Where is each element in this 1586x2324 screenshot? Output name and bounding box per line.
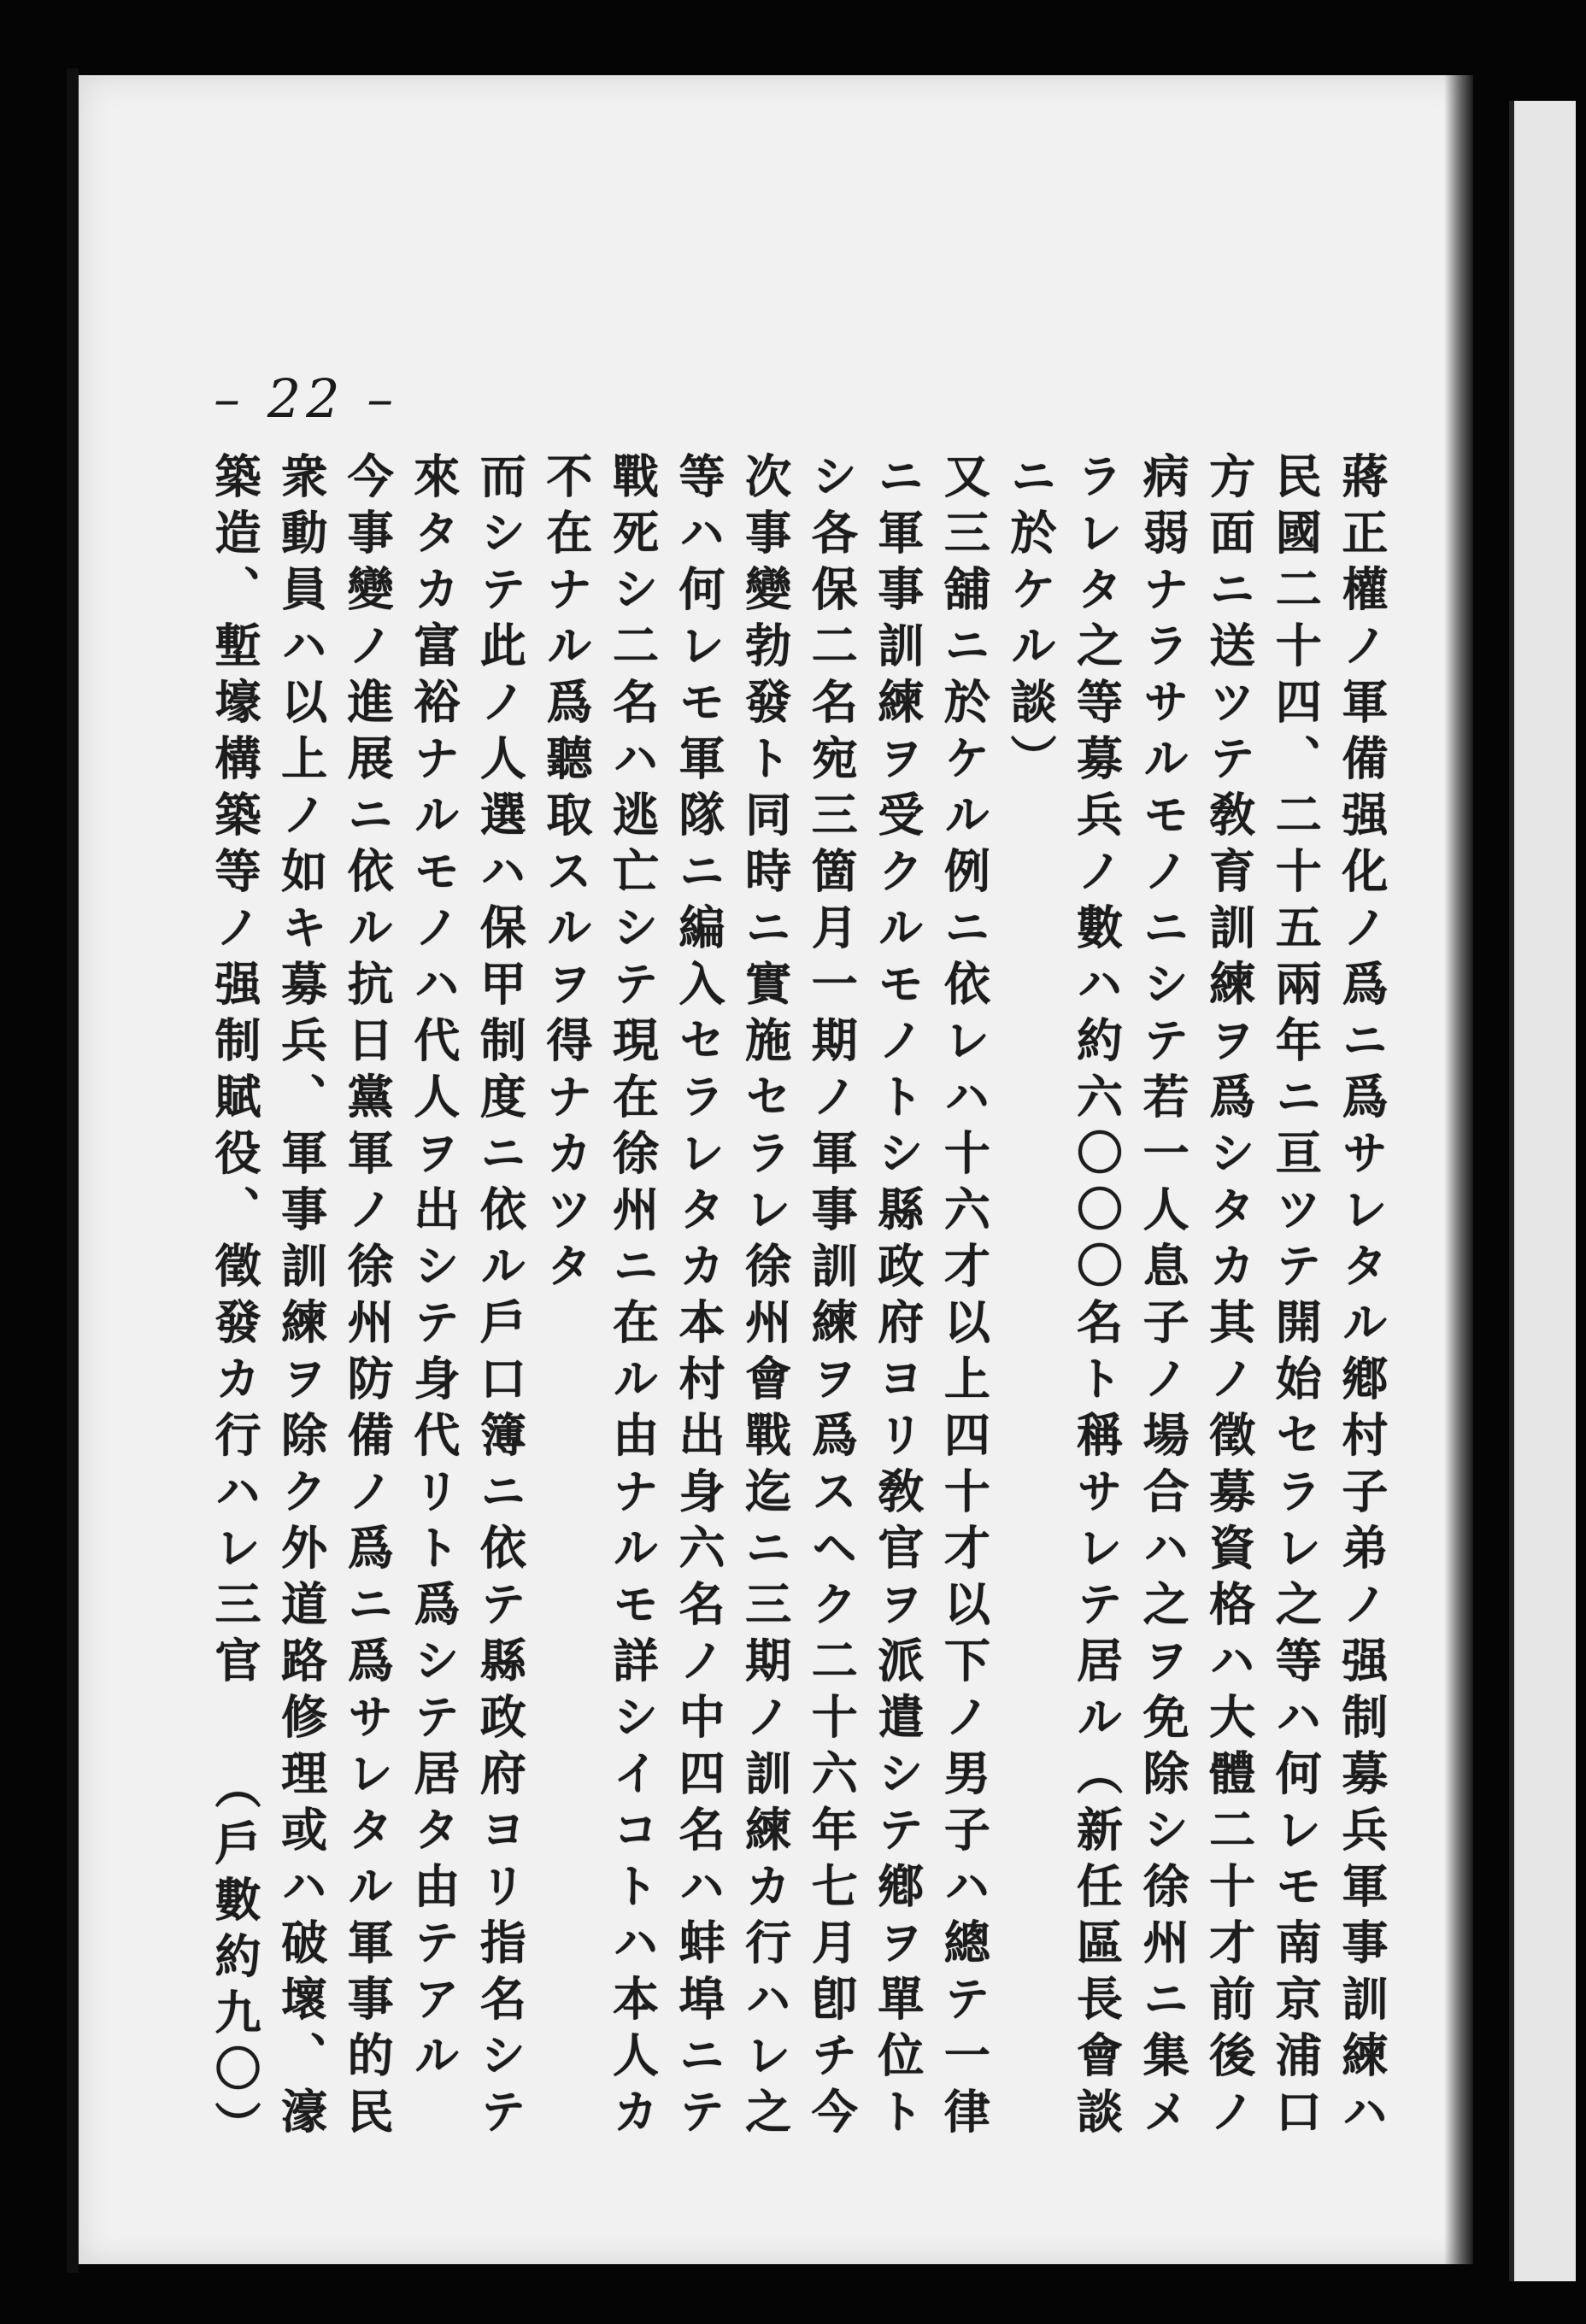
text-column-7: 又三舖ニ於ケル例ニ依レハ十六才以上四十才以下ノ男子ハ總テ一律 <box>937 452 992 2144</box>
household-count-note: （戶數約九〇） <box>208 1763 262 2157</box>
text-column-3: 方面ニ送ツテ敎育訓練ヲ爲シタカ其ノ徵募資格ハ大體二十才前後ノ <box>1201 452 1257 2144</box>
text-column-1: 蔣正權ノ軍備强化ノ爲ニ爲サレタル鄕村子弟ノ强制募兵軍事訓練ハ <box>1334 452 1389 2144</box>
page-number: – 22 – <box>214 367 399 430</box>
text-column-8: ニ軍事訓練ヲ受クルモノトシ縣政府ヨリ敎官ヲ派遣シテ鄕ヲ單位ト <box>870 452 925 2144</box>
text-column-16: 今事變ノ進展ニ依ル抗日黨軍ノ徐州防備ノ爲ニ爲サレタル軍事的民 <box>340 452 396 2144</box>
text-column-10: 次事變勃發ト同時ニ實施セラレ徐州會戰迄ニ三期ノ訓練カ行ハレ之 <box>737 452 793 2144</box>
text-column-4: 病弱ナラサルモノニシテ若一人息子ノ場合ハ之ヲ免除シ徐州ニ集メ <box>1136 452 1191 2144</box>
vertical-text-body <box>209 452 1388 2157</box>
text-column-18-wrapper <box>209 452 261 2157</box>
binding-gutter <box>67 68 79 2273</box>
text-column-17: 衆動員ハ以上ノ如キ募兵、軍事訓練ヲ除ク外道路修理或ハ破壞、濠 <box>273 452 329 2144</box>
facing-page-edge <box>1509 101 1576 2281</box>
text-column-9: シ各保二名宛三箇月一期ノ軍事訓練ヲ爲スヘク二十六年七月卽チ今 <box>804 452 860 2144</box>
text-column-6: ニ於ケル談） <box>1002 452 1058 790</box>
text-column-18: 築造、塹壕構築等ノ强制賦役、徵發カ行ハレ三官 <box>208 452 262 1693</box>
page-edge-shadow <box>1444 75 1473 2264</box>
text-column-15: 來タカ富裕ナルモノハ代人ヲ出シテ身代リト爲シテ居タ由テアル <box>406 452 461 2087</box>
text-column-11: 等ハ何レモ軍隊ニ編入セラレタカ本村出身六名ノ中四名ハ蚌埠ニテ <box>672 452 727 2144</box>
text-column-13: 不在ナル爲聽取スルヲ得ナカツタ <box>538 452 594 1298</box>
text-column-2: 民國二十四、二十五兩年ニ亘ツテ開始セラレ之等ハ何レモ南京浦口 <box>1268 452 1324 2144</box>
text-column-5: ラレタ之等募兵ノ數ハ約六〇〇〇名ト稱サレテ居ル（新任區長會談 <box>1069 452 1125 2144</box>
text-column-12: 戰死シ二名ハ逃亡シテ現在徐州ニ在ル由ナルモ詳シイコトハ本人カ <box>605 452 661 2144</box>
text-column-14: 而シテ此ノ人選ハ保甲制度ニ依ル戶口簿ニ依テ縣政府ヨリ指名シテ <box>473 452 528 2144</box>
